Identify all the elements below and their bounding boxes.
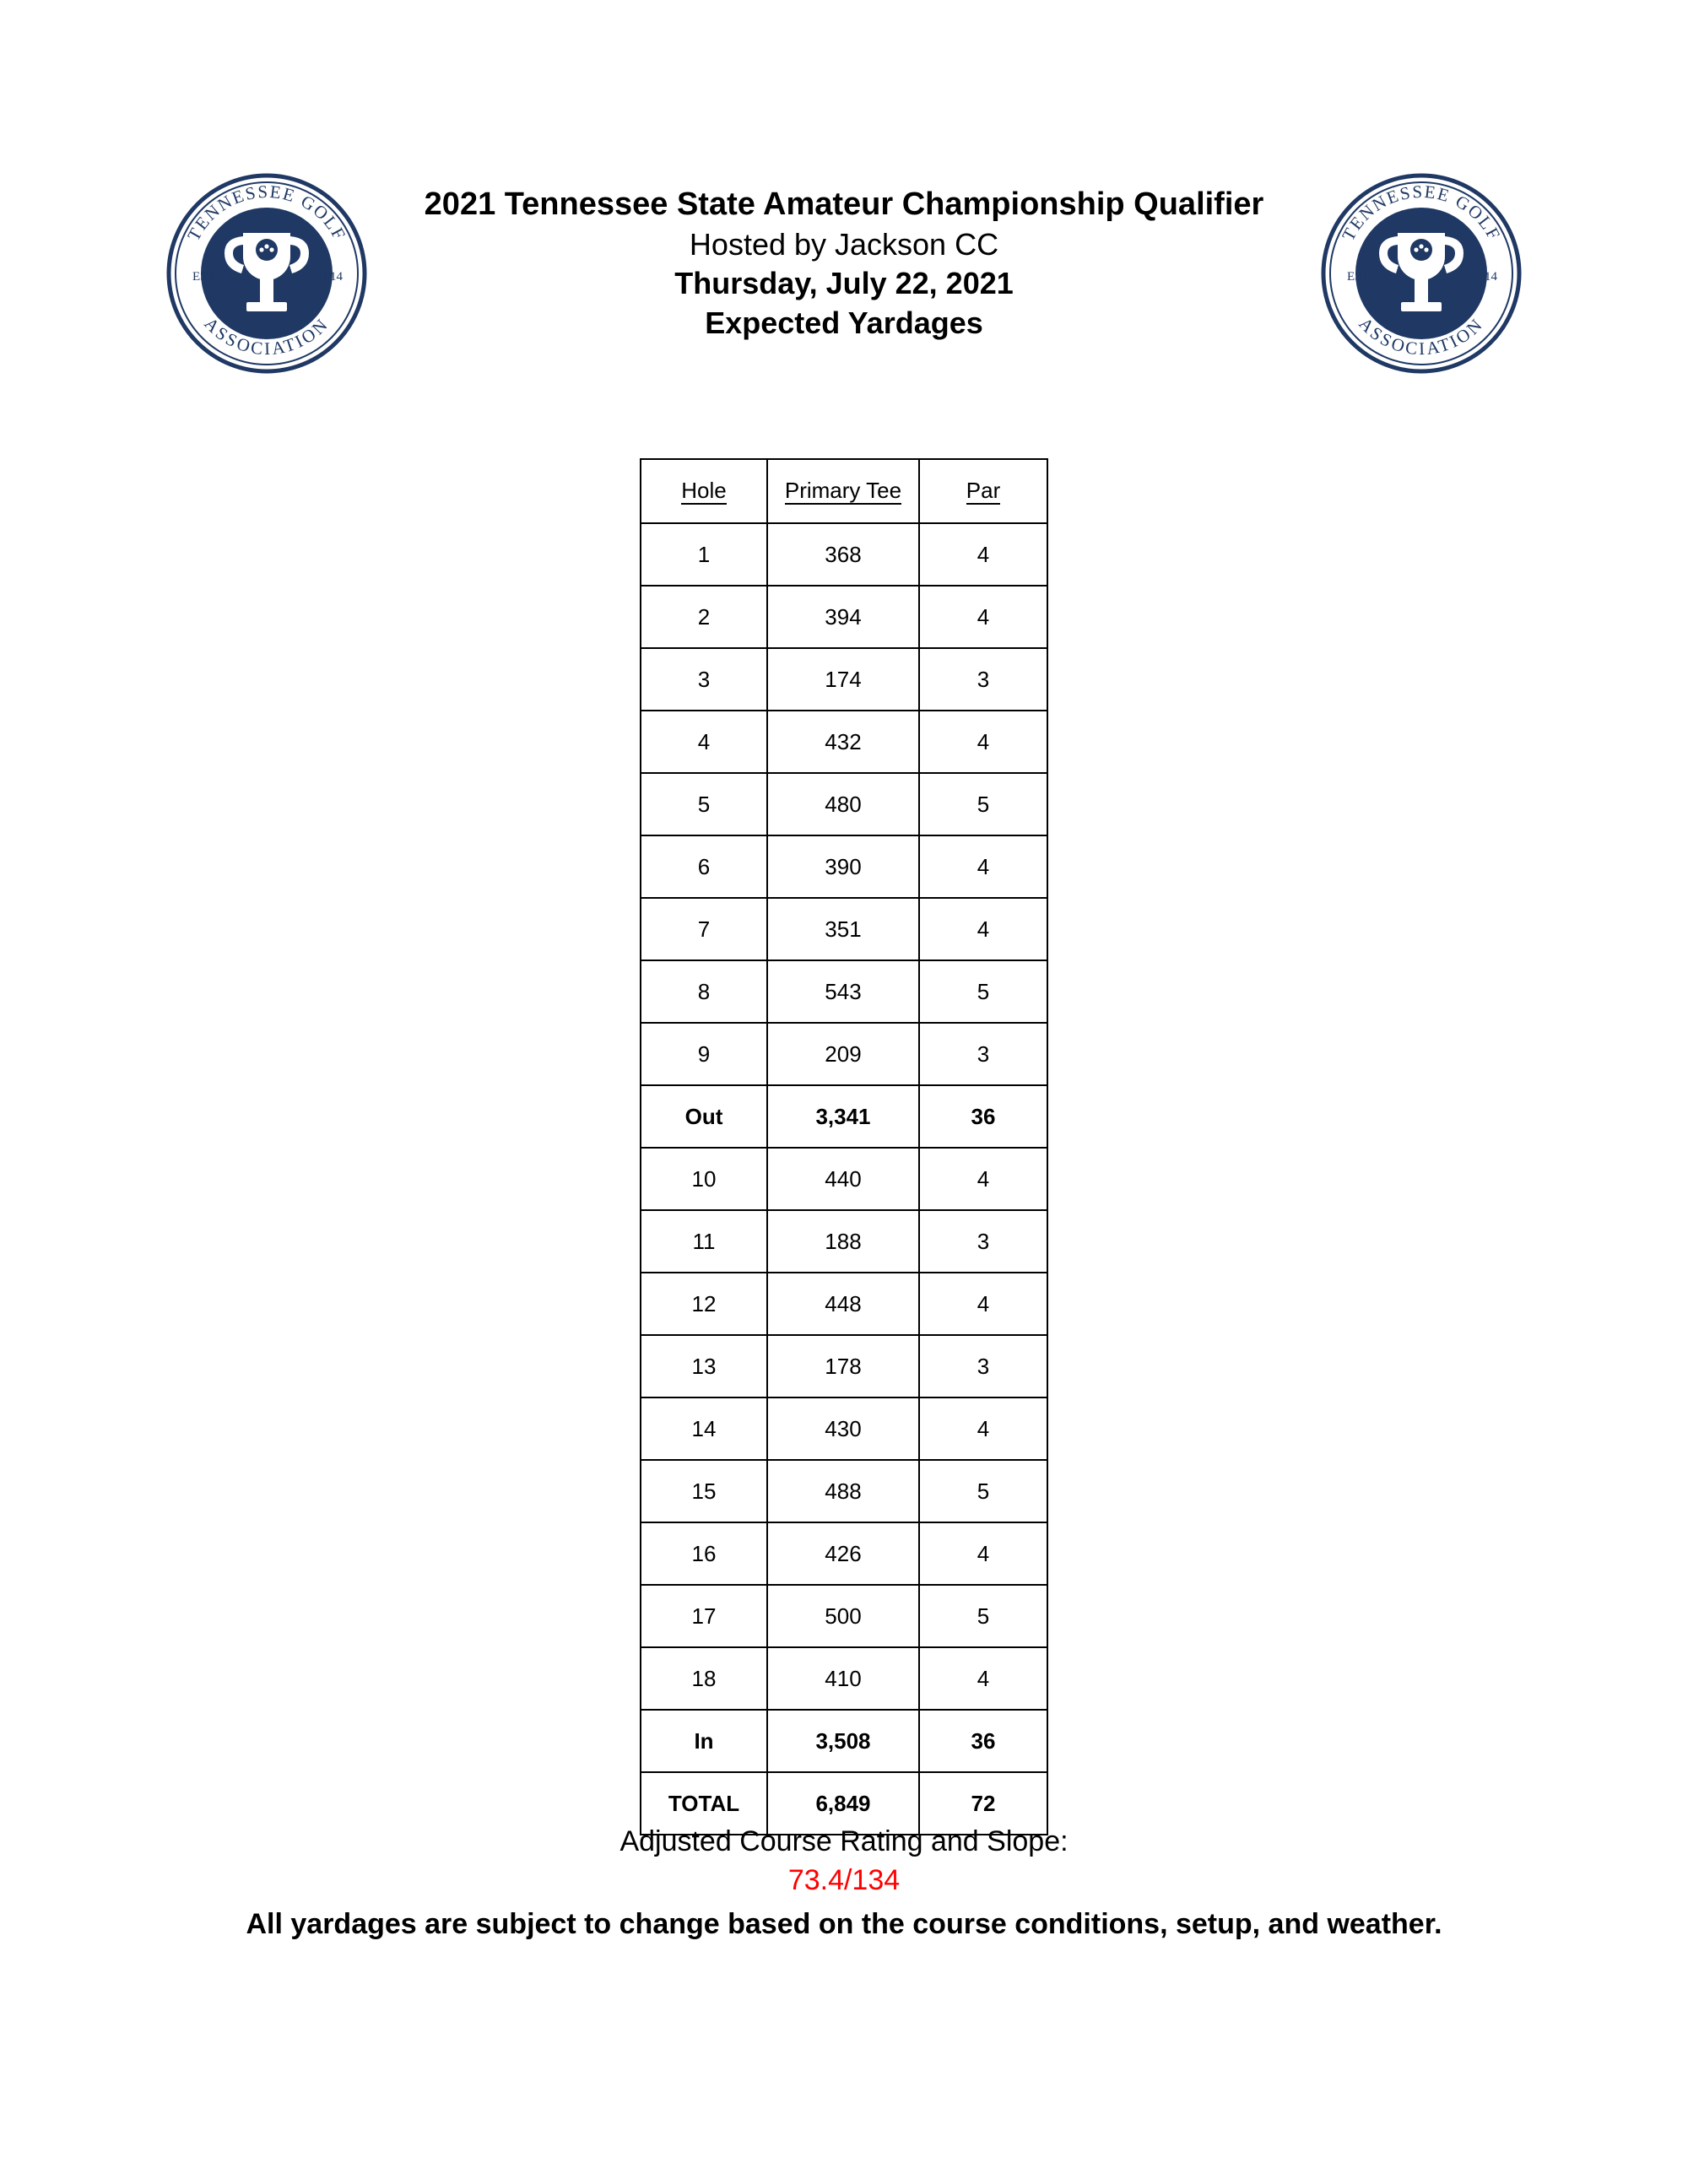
cell-hole: 13 (641, 1335, 767, 1397)
host-line: Hosted by Jackson CC (689, 226, 999, 262)
svg-text:ASSOCIATION: ASSOCIATION (200, 313, 333, 359)
svg-text:EST.: EST. (1347, 270, 1372, 284)
cell-par: 5 (919, 1460, 1047, 1522)
cell-primary-tee: 174 (767, 648, 919, 711)
svg-text:1914: 1914 (317, 270, 343, 284)
cell-primary-tee: 178 (767, 1335, 919, 1397)
cell-hole: 11 (641, 1210, 767, 1273)
cell-par: 4 (919, 1522, 1047, 1585)
svg-text:EST.: EST. (192, 270, 218, 284)
cell-par: 3 (919, 1335, 1047, 1397)
tga-logo-icon-left (162, 169, 371, 378)
cell-primary-tee: 3,508 (767, 1710, 919, 1772)
cell-par: 4 (919, 835, 1047, 898)
table-row (641, 1335, 1047, 1397)
table-header-row (641, 459, 1047, 523)
cell-par: 72 (919, 1772, 1047, 1835)
cell-par: 5 (919, 960, 1047, 1023)
cell-hole: 17 (641, 1585, 767, 1647)
cell-primary-tee: 390 (767, 835, 919, 898)
cell-par: 36 (919, 1085, 1047, 1148)
event-date: Thursday, July 22, 2021 (674, 266, 1014, 301)
cell-hole: 18 (641, 1647, 767, 1710)
tga-logo-icon-right (1317, 169, 1526, 378)
cell-hole: 6 (641, 835, 767, 898)
cell-hole: 16 (641, 1522, 767, 1585)
cell-par: 5 (919, 773, 1047, 835)
cell-primary-tee: 368 (767, 523, 919, 586)
cell-primary-tee: 448 (767, 1273, 919, 1335)
table-row (641, 523, 1047, 586)
table-row (641, 1585, 1047, 1647)
table-row (641, 1647, 1047, 1710)
cell-hole: 10 (641, 1148, 767, 1210)
cell-primary-tee: 6,849 (767, 1772, 919, 1835)
cell-hole: 3 (641, 648, 767, 711)
table-row (641, 1023, 1047, 1085)
cell-hole: Out (641, 1085, 767, 1148)
cell-hole: 9 (641, 1023, 767, 1085)
cell-hole: 4 (641, 711, 767, 773)
cell-primary-tee: 480 (767, 773, 919, 835)
table-body (641, 523, 1047, 1835)
cell-primary-tee: 410 (767, 1647, 919, 1710)
cell-primary-tee: 430 (767, 1397, 919, 1460)
cell-primary-tee: 543 (767, 960, 919, 1023)
cell-hole: 7 (641, 898, 767, 960)
table-row (641, 648, 1047, 711)
cell-par: 5 (919, 1585, 1047, 1647)
table-row (641, 1460, 1047, 1522)
cell-primary-tee: 3,341 (767, 1085, 919, 1148)
svg-text:TENNESSEE GOLF: TENNESSEE GOLF (1338, 181, 1505, 245)
yardages-table (640, 458, 1048, 1835)
cell-primary-tee: 394 (767, 586, 919, 648)
cell-primary-tee: 188 (767, 1210, 919, 1273)
cell-primary-tee: 351 (767, 898, 919, 960)
yardages-table-wrap (640, 458, 1048, 1835)
cell-hole: In (641, 1710, 767, 1772)
subtitle: Expected Yardages (705, 305, 983, 341)
cell-hole: 2 (641, 586, 767, 648)
cell-primary-tee: 426 (767, 1522, 919, 1585)
table-row (641, 773, 1047, 835)
column-header-primary-tee: Primary Tee (767, 459, 919, 523)
table-row (641, 1522, 1047, 1585)
table-row (641, 1148, 1047, 1210)
cell-par: 4 (919, 898, 1047, 960)
cell-hole: 5 (641, 773, 767, 835)
table-row (641, 586, 1047, 648)
cell-primary-tee: 209 (767, 1023, 919, 1085)
course-rating-value: 73.4/134 (787, 1863, 901, 1896)
svg-text:TENNESSEE GOLF: TENNESSEE GOLF (183, 181, 350, 245)
cell-par: 4 (919, 1647, 1047, 1710)
svg-text:ASSOCIATION: ASSOCIATION (1355, 313, 1488, 359)
document-footer (0, 1823, 1688, 1944)
cell-par: 3 (919, 648, 1047, 711)
cell-primary-tee: 488 (767, 1460, 919, 1522)
table-row (641, 1210, 1047, 1273)
cell-hole: 12 (641, 1273, 767, 1335)
cell-hole: 14 (641, 1397, 767, 1460)
table-row (641, 1273, 1047, 1335)
table-row (641, 711, 1047, 773)
table-row (641, 898, 1047, 960)
table-row (641, 1085, 1047, 1148)
cell-hole: 15 (641, 1460, 767, 1522)
table-row (641, 1710, 1047, 1772)
course-rating-label: Adjusted Course Rating and Slope: (619, 1825, 1069, 1857)
cell-hole: 1 (641, 523, 767, 586)
document-header (0, 169, 1688, 378)
cell-primary-tee: 440 (767, 1148, 919, 1210)
cell-par: 3 (919, 1023, 1047, 1085)
table-row (641, 960, 1047, 1023)
svg-text:1914: 1914 (1472, 270, 1497, 284)
cell-par: 36 (919, 1710, 1047, 1772)
table-row (641, 835, 1047, 898)
title-block (371, 169, 1317, 343)
disclaimer-text: All yardages are subject to change based on the course conditions, setup, and weather. (246, 1907, 1442, 1940)
column-header-hole: Hole (641, 459, 767, 523)
cell-primary-tee: 432 (767, 711, 919, 773)
table-row (641, 1397, 1047, 1460)
cell-hole: 8 (641, 960, 767, 1023)
cell-par: 4 (919, 1148, 1047, 1210)
cell-hole: TOTAL (641, 1772, 767, 1835)
cell-par: 4 (919, 586, 1047, 648)
cell-par: 4 (919, 1397, 1047, 1460)
cell-primary-tee: 500 (767, 1585, 919, 1647)
page-title: 2021 Tennessee State Amateur Championship Qualifier (424, 187, 1264, 222)
column-header-par: Par (919, 459, 1047, 523)
cell-par: 4 (919, 523, 1047, 586)
cell-par: 4 (919, 1273, 1047, 1335)
cell-par: 3 (919, 1210, 1047, 1273)
cell-par: 4 (919, 711, 1047, 773)
